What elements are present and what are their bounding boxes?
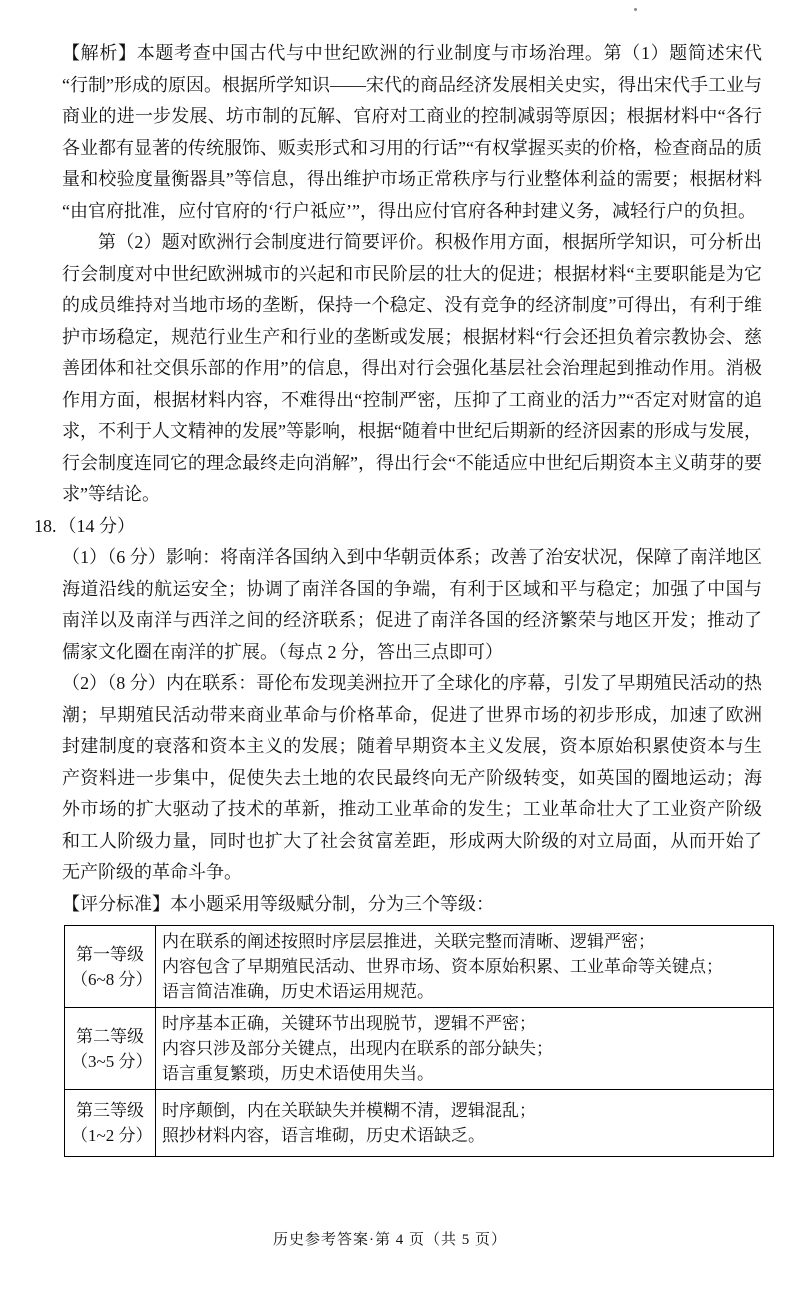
rubric-level-1-name: 第一等级 — [76, 944, 144, 964]
rubric-level-3-name: 第三等级 — [76, 1101, 144, 1120]
rubric-level-1-label-cell — [65, 926, 156, 1008]
rubric-criterion: 语言重复繁琐，历史术语使用失当。 — [162, 1064, 434, 1083]
rubric-level-3-label-cell — [65, 1090, 156, 1157]
analysis-paragraph-1: 【解析】本题考查中国古代与中世纪欧洲的行业制度与市场治理。第（1）题简述宋代“行制”形成的原因。根据所学知识——宋代的商品经济发展相关史实，得出宋代手工业与商业的进一步发展、坊市制的瓦解、官府对工商业的控制减弱等原因；根据材料中“各行各业都有显著的传统服饰、贩卖形式和习用的行话”“有权掌握买卖的价格，检查商品的质量和校验度量衡器具”等信息，得出维护市场正常秩序与行业整体利益的需要；根据材料“由官府批准，应付官府的‘行户祗应’”，得出应付官府各种封建义务，减轻行户的负担。 — [62, 43, 762, 221]
rubric-criterion: 照抄材料内容，语言堆砌，历史术语缺乏。 — [162, 1126, 485, 1145]
scan-speck-dot — [634, 8, 637, 11]
question-18-part2-answer: （2）（8 分）内在联系：哥伦布发现美洲拉开了全球化的序幕，引发了早期殖民活动的热潮；早期殖民活动带来商业革命与价格革命，促进了世界市场的初步形成，加速了欧洲封建制度的衰落和资本主义的发展；随着早期资本主义发展，资本原始积累使资本与生产资料进一步集中，促使失去土地的农民最终向无产阶级转变，如英国的圈地运动；海外市场的扩大驱动了技术的革新，推动工业革命的发生；工业革命壮大了工业资产阶级和工人阶级力量，同时也扩大了社会贫富差距，形成两大阶级的对立局面，从而开始了无产阶级的革命斗争。 — [62, 673, 762, 882]
rubric-criterion: 内容只涉及部分关键点，出现内在联系的部分缺失； — [162, 1039, 553, 1058]
rubric-criterion: 内在联系的阐述按照时序层层推进，关联完整而清晰、逻辑严密； — [162, 932, 655, 951]
question-18-points: （14 分） — [58, 515, 135, 536]
grading-rubric-table — [64, 925, 774, 1157]
question-18-number: 18. — [34, 515, 57, 536]
rubric-criterion: 内容包含了早期殖民活动、世界市场、资本原始积累、工业革命等关键点； — [162, 957, 723, 976]
rubric-criterion: 时序颠倒，内在关联缺失并模糊不清，逻辑混乱； — [162, 1101, 536, 1120]
rubric-level-2-name: 第二等级 — [76, 1026, 144, 1046]
rubric-level-1-range: （6~8 分） — [71, 969, 153, 989]
rubric-intro: 【评分标准】本小题采用等级赋分制，分为三个等级： — [62, 893, 494, 914]
question-18-part1-answer: （1）（6 分）影响：将南洋各国纳入到中华朝贡体系；改善了治安状况，保障了南洋地区海道沿线的航运安全；协调了南洋各国的争端，有利于区域和平与稳定；加强了中国与南洋以及南洋与西洋之间的经济联系；促进了南洋各国的经济繁荣与地区开发；推动了儒家文化圈在南洋的扩展。（每点 2 分，答出三点即可） — [62, 547, 762, 662]
rubric-level-2-criteria-cell — [156, 1008, 774, 1090]
rubric-level-3-range: （1~2 分） — [71, 1126, 153, 1145]
rubric-level-1-criteria-cell — [156, 926, 774, 1008]
page-footer: 历史参考答案·第 4 页（共 5 页） — [273, 1232, 507, 1248]
rubric-level-2-range: （3~5 分） — [71, 1051, 153, 1071]
rubric-row-level-2 — [65, 1008, 774, 1090]
rubric-criterion: 语言简洁准确，历史术语运用规范。 — [162, 982, 434, 1001]
rubric-criterion: 时序基本正确，关键环节出现脱节，逻辑不严密； — [162, 1014, 536, 1033]
rubric-level-3-criteria-cell — [156, 1090, 774, 1157]
rubric-row-level-1 — [65, 926, 774, 1008]
rubric-row-level-3 — [65, 1090, 774, 1157]
question-18-header — [34, 511, 762, 543]
analysis-paragraph-2: 第（2）题对欧洲行会制度进行简要评价。积极作用方面，根据所学知识，可分析出行会制度对中世纪欧洲城市的兴起和市民阶层的壮大的促进；根据材料“主要职能是为它的成员维持对当地市场的垄断，保持一个稳定、没有竞争的经济制度”可得出，有利于维护市场稳定，规范行业生产和行业的垄断或发展；根据材料“行会还担负着宗教协会、慈善团体和社交俱乐部的作用”的信息，得出对行会强化基层社会治理起到推动作用。消极作用方面，根据材料内容，不难得出“控制严密，压抑了工商业的活力”“否定对财富的追求，不利于人文精神的发展”等影响，根据“随着中世纪后期新的经济因素的形成与发展，行会制度连同它的理念最终走向消解”，得出行会“不能适应中世纪后期资本主义萌芽的要求”等结论。 — [62, 232, 762, 504]
rubric-level-2-label-cell — [65, 1008, 156, 1090]
page-content — [34, 38, 762, 1157]
